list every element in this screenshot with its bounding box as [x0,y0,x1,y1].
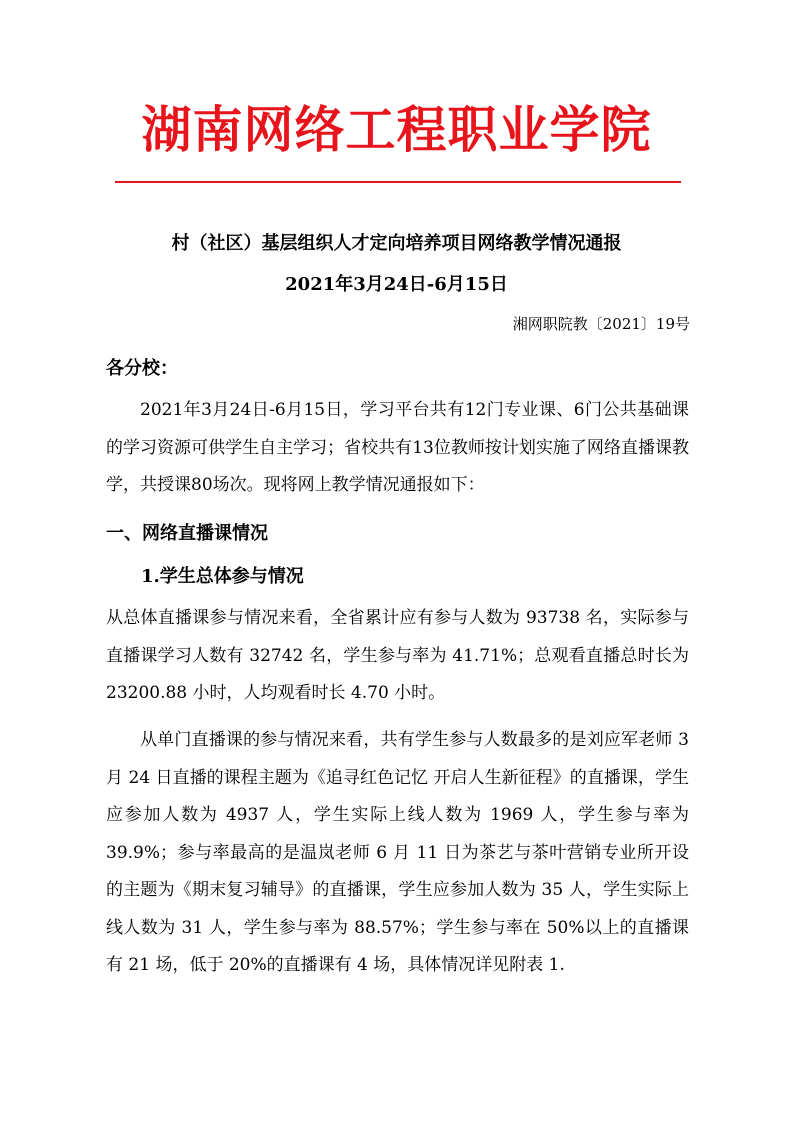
document-title: 村（社区）基层组织人才定向培养项目网络教学情况通报 [171,233,622,254]
subsection-heading: 1.学生总体参与情况 [141,566,304,587]
intro-paragraph: 2021年3月24日-6月15日，学习平台共有12门专业课、6门公共基础课的学习资源可供学生自主学习；省校共有13位教师按计划实施了网络直播课教学，共授课80场次。现将网上教学情况通报如下： [106,400,689,495]
section-heading: 一、网络直播课情况 [106,523,268,544]
document-number: 湘网职院教〔2021〕19号 [512,315,690,333]
institution-masthead: 湖南网络工程职业学院 [141,101,652,159]
single-course-participation-paragraph: 从单门直播课的参与情况来看，共有学生参与人数最多的是刘应军老师 3 月 24 日直播的课程主题为《追寻红色记忆 开启人生新征程》的直播课，学生应参加人数为 4937 人，学生实际上线人数为 1969 人，学生参与率为 39.9%；参与率最高的是温岚老师 6 月 11 日为茶艺与茶叶营销专业所开设的主题为《期末复习辅导》的直播课，学生应参加人数为 35 人，学生实际上线人数为 31 人，学生参与率为 88.57%；学生参与率在 50%以上的直播课有 21 场，低于 20%的直播课有 4 场，具体情况详见附表 1. [106,730,689,975]
masthead-divider [115,181,681,183]
document-date-range: 2021年3月24日-6月15日 [285,274,508,295]
overall-participation-paragraph: 从总体直播课参与情况来看，全省累计应有参与人数为 93738 名，实际参与直播课学习人数有 32742 名，学生参与率为 41.71%；总观看直播总时长为 23200.88 小时，人均观看时长 4.70 小时。 [106,608,689,703]
salutation: 各分校： [106,358,178,379]
